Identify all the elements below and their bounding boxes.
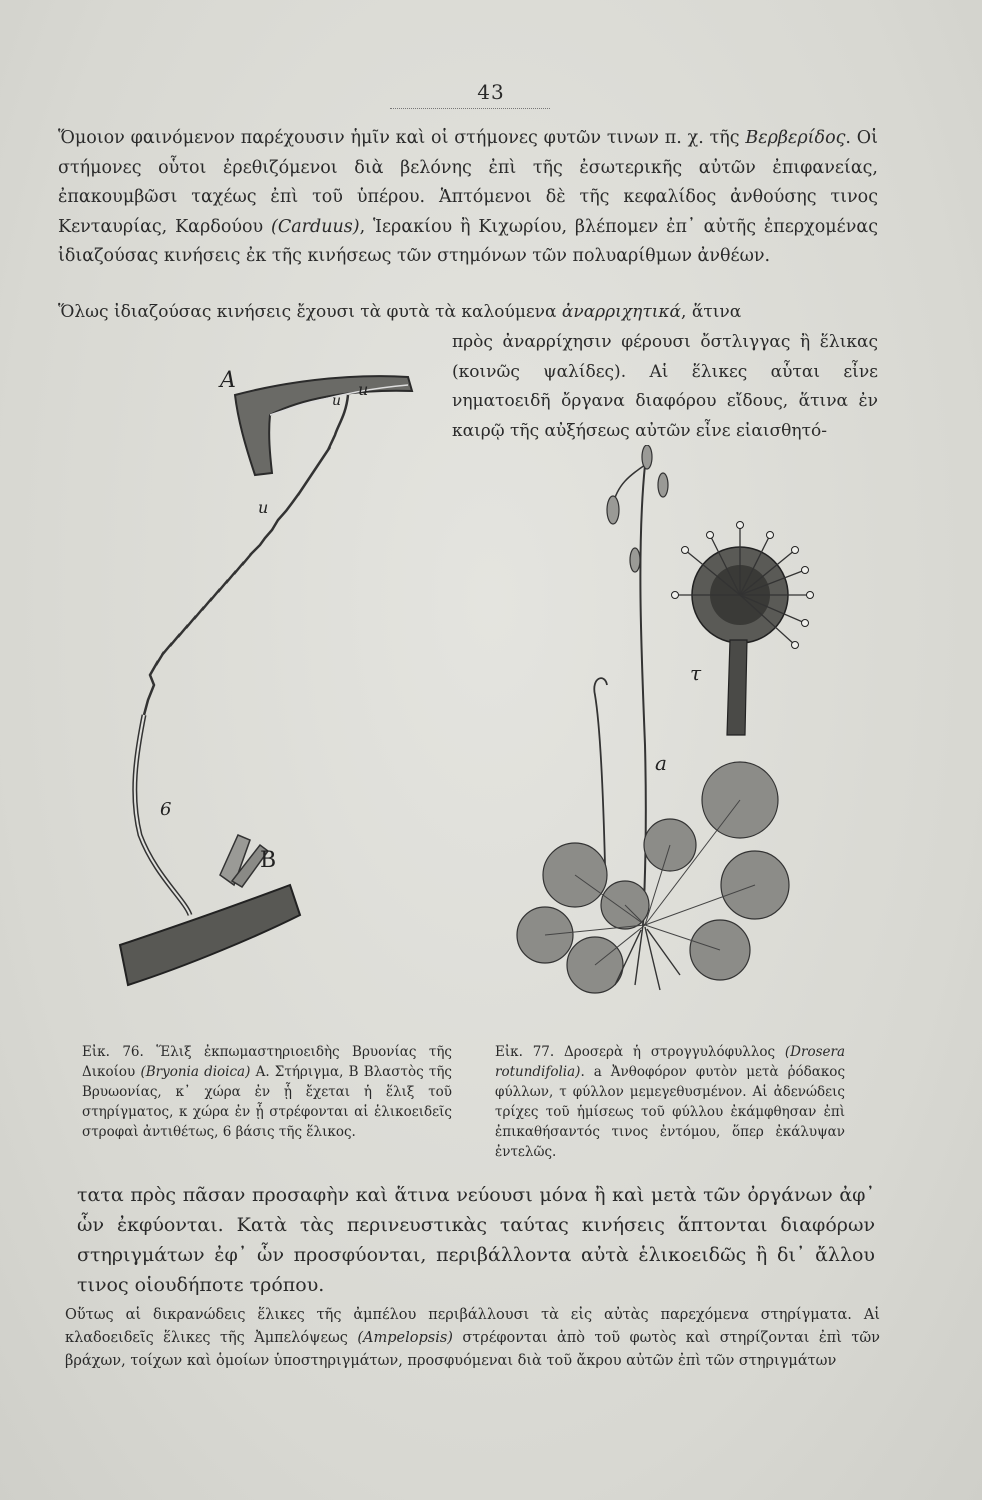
label-b: 6	[160, 799, 172, 820]
caption-77-text-a: Εἰκ. 77. Δροσερὰ ἡ στρογγυλόφυλλος	[495, 1044, 785, 1060]
caption-figure-76	[82, 1042, 452, 1142]
p1-latin-carduus: (Carduus)	[271, 216, 360, 237]
caption-77-latin: (Drosera rotundifolia)	[495, 1044, 845, 1080]
label-u-mid: u	[332, 393, 342, 409]
page-number: 43	[477, 80, 505, 104]
p2-text-b: , ἅτινα	[681, 302, 742, 322]
enlarged-leaf	[672, 522, 814, 736]
caption-77-text-b: . a Ἀνθοφόρον φυτὸν μετὰ ῥόδακος φύλλων, τ φύλλον μεμεγεθυσμένον. Αἱ ἀδενώδεις τρίχες τοῦ ἡμίσεως τοῦ φύλλου ἐκάμφθησαν ἐπὶ ἐπικαθήσαντός τινος ἐντόμου, ὅπερ ἐκάλυψαν ἐντελῶς.	[495, 1064, 845, 1160]
support-branch	[235, 376, 412, 475]
p2-italic: ἀναρριχητικά	[561, 302, 682, 322]
roots	[615, 925, 680, 990]
p1-latin-berberis: Βερβερίδος	[745, 128, 846, 148]
paragraph-stamens	[58, 124, 878, 272]
p4-text-b: στρέφονται ἀπὸ τοῦ φωτὸς καὶ στηρίζονται ἐπὶ τῶν βράχων, τοίχων καὶ ὁμοίων ὑποστηριγμάτων, προσφυόμεναι διὰ τοῦ ἄκρου αὐτῶν ἐπὶ τῶν στηριγμάτων	[65, 1330, 880, 1369]
figure-77-drosera-illustration	[495, 445, 855, 1035]
p4-latin-ampelopsis: (Ampelopsis)	[357, 1330, 453, 1346]
caption-76-text-b: A. Στήριγμα, B Βλαστὸς τῆς Βρυωονίας, κ᾿ χώρα ἐν ᾗ ἔχεται ἡ ἕλιξ τοῦ στηρίγματος, κ χώρα ἐν ᾗ στρέφονται αἱ ἑλικοειδεῖς στροφαὶ ἀντιθέτως, 6 βάσις τῆς ἕλικος.	[82, 1064, 452, 1140]
label-B: B	[260, 848, 277, 873]
flower-stalk	[640, 465, 645, 925]
p4-text-a: Οὕτως αἱ δικρανώδεις ἕλικες τῆς ἀμπέλου περιβάλλουσι τὰ εἰς αὐτὰς παρεχόμενα στηρίγματα. Αἱ κλαδοειδεῖς ἕλικες τῆς Ἀμπελόψεως	[65, 1307, 880, 1346]
label-u-top: u	[358, 380, 369, 399]
p1-text-a: Ὅμοιον φαινόμενον παρέχουσιν ἡμῖν καὶ οἱ στήμονες φυτῶν τινων π. χ. τῆς	[58, 128, 746, 148]
header-rule	[390, 108, 550, 109]
paragraph-climbing-plants-continued: πρὸς ἀναρρίχησιν φέρουσι ὄστλιγγας ἢ ἕλικας (κοινῶς ψαλίδες). Αἱ ἕλικες αὗται εἶνε νηματοειδῆ ὄργανα διαφόρου εἴδους, ἅτινα ἐν καιρῷ τῆς αὐξήσεως αὐτῶν εἶνε εἰαισθητό-	[452, 332, 878, 441]
caption-76-text-a: Εἰκ. 76. Ἕλιξ ἐκπωμαστηριοειδὴς Βρυονίας τῆς Δικοίου	[82, 1044, 452, 1080]
paragraph-climbing-plants	[58, 298, 878, 328]
p1-text-b: . Οἱ στήμονες οὗτοι ἐρεθιζόμενοι διὰ βελόνης ἐπὶ τῆς ἐσωτερικῆς αὐτῶν ἐπιφανείας, ἐπακουμβῶσι ταχέως ἐπὶ τοῦ ὑπέρου. Ἁπτόμενοι δὲ τῆς κεφαλίδος ἀνθούσης τινος Κενταυρίας, Καρδούου	[58, 128, 878, 237]
paragraph-vine-tendrils	[65, 1304, 880, 1373]
label-a: a	[655, 751, 667, 775]
paragraph-tendril-sensitivity: τατα πρὸς πᾶσαν προσαφὴν καὶ ἅτινα νεύουσι μόνα ἢ καὶ μετὰ τῶν ὀργάνων ἀφ᾿ ὧν ἐκφύονται. Κατὰ τὰς περινευστικὰς ταύτας κινήσεις ἅπτονται διαφόρων στηριγμάτων ἐφ᾿ ὧν προσφύονται, περιβάλλοντα αὐτὰ ἑλικοειδῶς ἢ δι᾿ ἄλλου τινος οἱουδήποτε τρόπου.	[77, 1184, 875, 1296]
p1-text-c: , Ἱερακίου ἢ Κιχωρίου, βλέπομεν ἐπ᾿ αὐτῆς ἐπερχομένας ἰδιαζούσας κινήσεις ἐκ τῆς κινήσεως τῶν στημόνων τῶν πολυαρίθμων ἀνθέων.	[58, 216, 878, 266]
figure-76-tendril-illustration	[110, 355, 450, 1040]
label-u-lower: u	[258, 498, 269, 517]
caption-76-latin: (Bryonia dioica)	[140, 1064, 251, 1080]
caption-figure-77	[495, 1042, 845, 1162]
label-tau: τ	[690, 661, 702, 685]
p2-text-a: Ὅλως ἰδιαζούσας κινήσεις ἔχουσι τὰ φυτὰ τὰ καλούμενα	[58, 302, 562, 322]
lower-support-branch	[120, 885, 300, 985]
label-A: A	[220, 368, 236, 393]
